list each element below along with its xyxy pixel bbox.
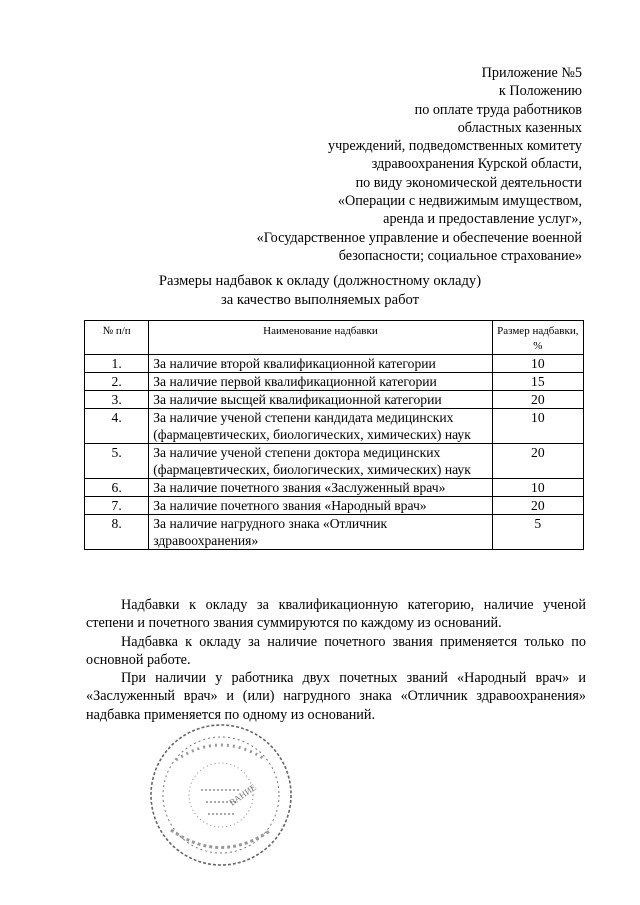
header-line: Приложение №5 (481, 65, 582, 81)
row-value: 10 (492, 355, 583, 373)
bonus-table (84, 320, 584, 550)
table-header-row (85, 321, 584, 355)
header-line: безопасности; социальное страхование» (338, 247, 582, 264)
row-num: 1. (85, 355, 149, 373)
row-num: 3. (85, 391, 149, 409)
header-line: по виду экономической деятельности (355, 174, 582, 191)
row-num: 2. (85, 373, 149, 391)
stamp-text: ВАНИЕ (227, 781, 259, 808)
row-value: 5 (492, 515, 583, 550)
note-paragraph: Надбавки к окладу за квалификационную категорию, наличие ученой степени и почетного звания суммируются по каждому из оснований. (86, 597, 586, 632)
title-line-2: за качество выполняемых работ (221, 291, 419, 308)
row-name: За наличие второй квалификационной категории (149, 355, 492, 373)
header-line: учреждений, подведомственных комитету (328, 138, 582, 155)
row-value: 20 (492, 497, 583, 515)
row-value: 10 (492, 409, 583, 444)
header-line: аренда и предоставление услуг», (383, 211, 582, 228)
row-name: За наличие нагрудного знака «Отличник здравоохранения» (149, 515, 492, 550)
row-value: 20 (492, 444, 583, 479)
header-line: по оплате труда работников (414, 101, 582, 118)
row-num: 4. (85, 409, 149, 444)
table-row (85, 373, 584, 391)
title-line-1: Размеры надбавок к окладу (должностному окладу) (158, 273, 482, 289)
header-line: «Операции с недвижимым имуществом, (337, 193, 582, 210)
row-num: 6. (85, 479, 149, 497)
row-value: 20 (492, 391, 583, 409)
column-header-name: Наименование надбавки (149, 321, 492, 355)
table-row (85, 355, 584, 373)
column-header-num: № п/п (85, 321, 149, 355)
table-row (85, 409, 584, 444)
row-value: 15 (492, 373, 583, 391)
column-header-value: Размер надбавки, % (492, 321, 583, 355)
table-row (85, 444, 584, 479)
notes (86, 596, 586, 724)
table-row (85, 497, 584, 515)
row-num: 7. (85, 497, 149, 515)
header-line: к Положению (498, 83, 582, 100)
appendix-header (257, 64, 582, 265)
note-paragraph: При наличии у работника двух почетных званий «Народный врач» и «Заслуженный врач» и (или) нагрудного знака «Отличник здравоохранения» надбавка применяется по одному из оснований. (86, 670, 586, 723)
document-title (0, 272, 640, 309)
row-name: За наличие ученой степени доктора медицинских (фармацевтических, биологических, химических) наук (149, 444, 492, 479)
header-line: областных казенных (457, 119, 582, 136)
table-row (85, 479, 584, 497)
note-paragraph: Надбавка к окладу за наличие почетного звания применяется только по основной работе. (86, 633, 586, 668)
row-num: 8. (85, 515, 149, 550)
row-name: За наличие ученой степени кандидата медицинских (фармацевтических, биологических, химических) наук (149, 409, 492, 444)
row-name: За наличие почетного звания «Народный врач» (149, 497, 492, 515)
table-row (85, 391, 584, 409)
row-num: 5. (85, 444, 149, 479)
official-stamp (146, 720, 296, 870)
header-line: здравоохранения Курской области, (371, 156, 582, 173)
table-row (85, 515, 584, 550)
header-line: «Государственное управление и обеспечение военной (256, 229, 582, 246)
row-value: 10 (492, 479, 583, 497)
row-name: За наличие первой квалификационной категории (149, 373, 492, 391)
row-name: За наличие почетного звания «Заслуженный врач» (149, 479, 492, 497)
row-name: За наличие высщей квалификационной категории (149, 391, 492, 409)
